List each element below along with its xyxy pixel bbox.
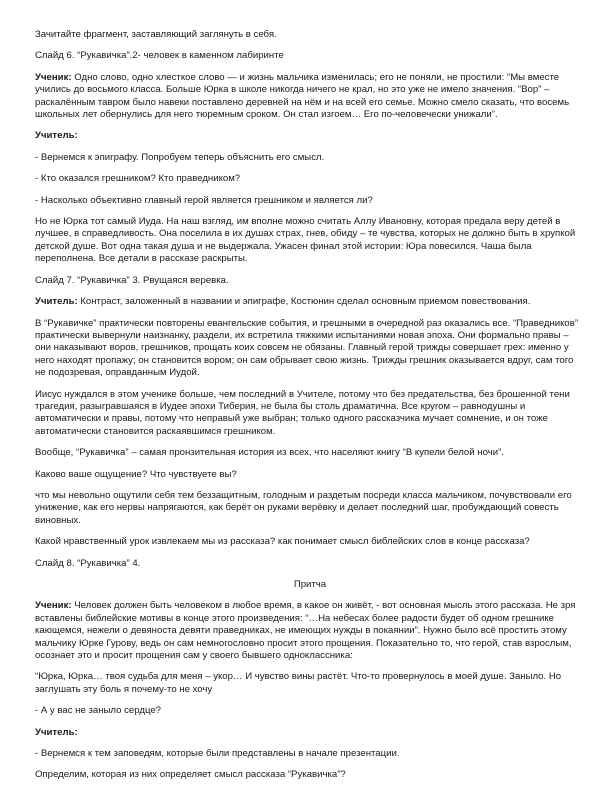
- paragraph-text: - Вернемся к эпиграфу. Попробуем теперь объяснить его смысл.: [35, 151, 325, 163]
- paragraph-text: Вообще, “Рукавичка” – самая пронзительная история из всех, что населяют книгу “В купели белой ночи”.: [35, 447, 504, 459]
- paragraph-text: - Вернемся к тем заповедям, которые были представлены в начале презентации.: [35, 748, 400, 760]
- paragraph-text: Притча: [293, 579, 327, 590]
- speaker-label: Учитель:: [35, 726, 78, 738]
- speaker-label: Учитель:: [35, 130, 78, 142]
- paragraph-text: Слайд 6. “Рукавичка”.2- человек в каменном лабиринте: [35, 50, 284, 62]
- paragraph-book: [35, 447, 585, 459]
- paragraph-teacher-2: [35, 296, 585, 308]
- paragraph-lesson: [35, 536, 585, 548]
- paragraph-teacher-1: [35, 130, 585, 142]
- paragraph-teacher-3: [35, 727, 585, 739]
- paragraph-gospel: [35, 318, 585, 380]
- paragraph-text: что мы невольно ощутили себя тем беззащитным, голодным и раздетым посреди класса мальчиком, почувствовали его унижение, как его нервы напрягаются, как берёт он руками верёвку и делает последний шаг, пробуждающий совесть виновных.: [35, 489, 572, 526]
- paragraph-text: - Насколько объективно главный герой является грешником и является ли?: [35, 194, 373, 206]
- paragraph-slide-6: [35, 50, 585, 62]
- paragraph-instruction: [35, 29, 585, 41]
- paragraph-text: Иисус нуждался в этом ученике больше, чем последний в Учителе, потому что без предательства, без брошенной тени трагедия, разыгравшаяся в Иудее эпохи Тиберия, не была бы столь драматична. Все кругом – равнодушны и автоматически и правы, потому что неправый уже выбран; только одного рассказчика мучает сомнение, и он тоже автоматически становится раскаявшимся грешником.: [35, 388, 570, 437]
- paragraph-judas: [35, 216, 585, 266]
- paragraph-text: Одно слово, одно хлесткое слово — и жизнь мальчика изменилась; его не поняли, не простили: “Мы вместе учились до восьмого класса. Больше Юрка в школе никогда ничего не крал, но это уже не имело значения. “Вор” – раскалённым тавром было навеки поставлено деревней на нём и на всей его семье. Можно смело сказать, что восемь школьных лет обернулись для него тюремным сроком. Он стал изгоем… Его по-человечески унижали”.: [35, 71, 570, 121]
- paragraph-text: Каково ваше ощущение? Что чувствуете вы?: [35, 468, 237, 480]
- speaker-label: Учитель:: [35, 296, 78, 308]
- paragraph-text: Но не Юрка тот самый Иуда. На наш взгляд, им вполне можно считать Аллу Ивановну, которая предала веру детей в лучшее, в справедливость. Она поселила в их душах страх, гнев, обиду – те чувства, которых не должно быть в хрупкой детской душе. Вот одна такая душа и не выдержала. Ужасен финал этой истории: Юра повесился. Чаша была переполнена. Все детали в рассказе раскрыты.: [35, 216, 576, 265]
- paragraph-final-question: [35, 769, 585, 781]
- paragraph-answer: [35, 490, 585, 527]
- paragraph-text: Человек должен быть человеком в любое время, в какое он живёт, - вот основная мысль этого рассказа. Не зря вставлены библейские мотивы в конце этого произведения: “…На небесах более радости будет об одном грешнике кающемся, нежели о девяноста девяти праведниках, не имеющих нужды в покаянии”. Нужно было всё простить этому мальчику Юрке Гурову, ведь он сам немногословно просит этого прощения. Показательно то, что герой, став взрослым, осознает это и просит прощения сам у своего бывшего одноклассника:: [35, 600, 576, 662]
- paragraph-student-1: [35, 72, 585, 122]
- paragraph-text: Слайд 8. “Рукавичка” 4.: [35, 557, 141, 569]
- paragraph-text: - Кто оказался грешником? Кто праведником?: [35, 173, 241, 185]
- paragraph-commandments: [35, 748, 585, 760]
- paragraph-text: - А у вас не заныло сердце?: [35, 705, 162, 717]
- speaker-label: Ученик:: [35, 71, 72, 83]
- paragraph-question-2: [35, 173, 585, 185]
- paragraph-slide-7: [35, 275, 585, 287]
- paragraph-text: В “Рукавичке” практически повторены евангельские события, и грешными в очередной раз оказались все. “Праведников” практически вывернули наизнанку, раздели, их встретила тяжкими испытаниями новая эпоха. Они формально правы – они наказывают воров, грешников, прощать коих совсем не обязаны. Главный герой трижды совершает грех: именно у него находят пропажу; он становится вором; он сам обрывает свою жизнь. Трижды грешник оказывается вдруг, сам того не подозревая, оправданным Иудой.: [35, 317, 579, 379]
- paragraph-text: Какой нравственный урок извлекаем мы из рассказа? как понимает смысл библейских слов в конце рассказа?: [35, 536, 530, 548]
- paragraph-text: Определим, которая из них определяет смысл рассказа “Рукавичка”?: [35, 769, 346, 781]
- paragraph-jesus: [35, 389, 585, 439]
- paragraph-text: Зачитайте фрагмент, заставляющий заглянуть в себя.: [35, 29, 277, 40]
- paragraph-text: Контраст, заложенный в названии и эпиграфе, Костюнин сделал основным приемом повествования.: [77, 296, 531, 308]
- paragraph-question-1: [35, 152, 585, 164]
- paragraph-question-3: [35, 195, 585, 207]
- paragraph-parable-heading: [35, 579, 585, 591]
- speaker-label: Ученик:: [35, 600, 72, 612]
- paragraph-heart: [35, 705, 585, 717]
- paragraph-slide-8: [35, 558, 585, 570]
- paragraph-text: Слайд 7. “Рукавичка” 3. Рвущаяся веревка.: [35, 274, 229, 286]
- paragraph-student-2: [35, 600, 585, 662]
- paragraph-text: “Юрка, Юрка… твоя судьба для меня – укор… И чувство вины растёт. Что-то провернулось в моей душе. Заныло. Но заглушать эту боль я почему-то не хочу: [35, 671, 562, 695]
- paragraph-quote: [35, 671, 585, 696]
- paragraph-feeling: [35, 469, 585, 481]
